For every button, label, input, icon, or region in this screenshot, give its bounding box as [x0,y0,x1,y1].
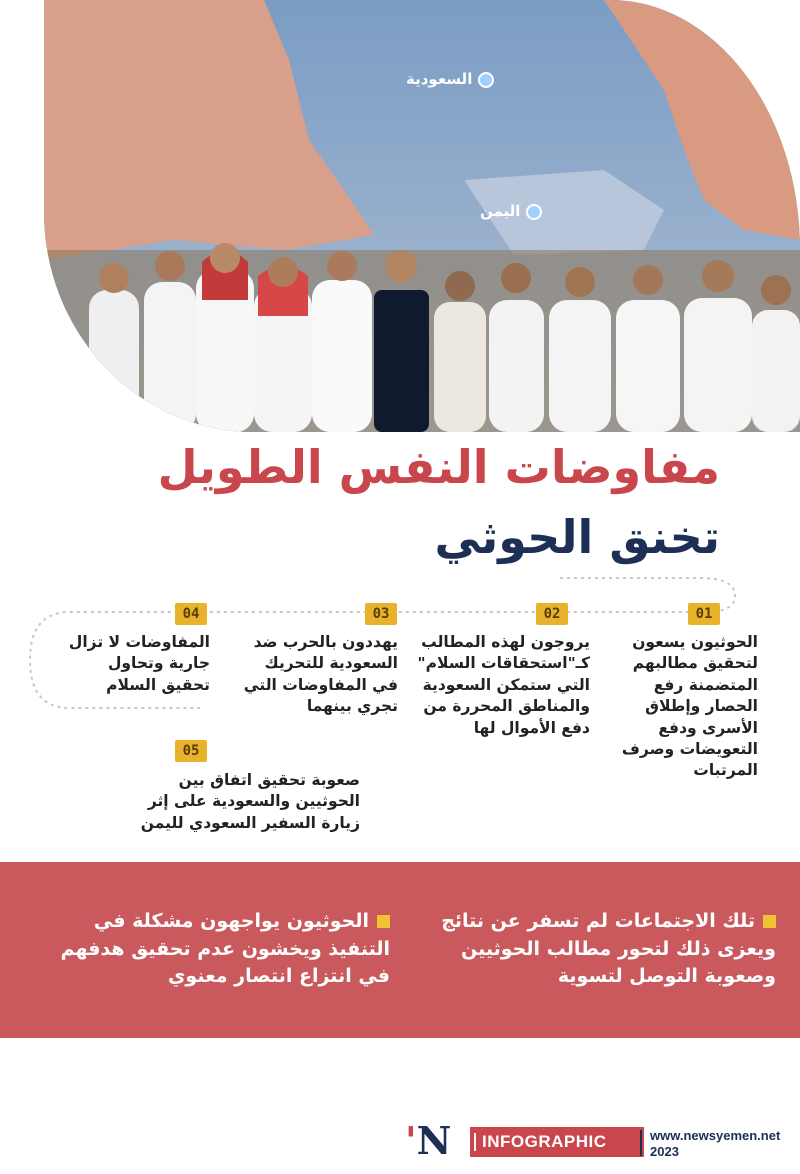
summary-left-text: الحوثيون يواجهون مشكلة في التنفيذ ويخشون عدم تحقيق هدفهم في انتزاع انتصار معنوي [60,910,390,988]
step-text-05: صعوبة تحقيق اتفاق بين الحوثيين والسعودية على إثر زيارة السفير السعودي لليمن [140,771,360,832]
map-dot-icon [526,204,542,220]
summary-right [430,908,776,991]
summary-left [50,908,390,991]
map-label-saudi [406,70,494,88]
map-label-yemen-text: اليمن [480,202,521,220]
step-text-02: يروجون لهذه المطالب كـ"استحقاقات السلام" التي ستمكن السعودية والمناطق المحررة من دفع الأموال لها [417,633,590,737]
step-text-01: الحوثيون يسعون لتحقيق مطالبهم المتضمنة رفع الحصار وإطلاق الأسرى ودفع التعويضات وصرف المرتبات [621,633,758,780]
newsyemen-logo [405,1118,451,1163]
page-title-line1: مفاوضات النفس الطويل [157,440,720,494]
step-badge-02: 02 [536,603,568,625]
footer-separator [640,1130,642,1156]
map-illustration [44,0,800,432]
year: 2023 [650,1144,679,1160]
map-label-yemen [480,202,542,220]
logo-mark-icon: ' [405,1118,417,1163]
bullet-square-icon [377,915,390,928]
page-title-line2: تخنق الحوثي [434,510,720,564]
hero-photo [44,0,800,432]
step-text-03: يهددون بالحرب ضد السعودية للتحريك في المفاوضات التي تجري بينهما [243,633,398,716]
infographic-label: INFOGRAPHIC [470,1127,644,1157]
step-text-04: المفاوضات لا تزال جارية وتحاول تحقيق السلام [68,633,210,694]
logo-letter: N [416,1118,452,1163]
step-badge-03: 03 [365,603,397,625]
map-dot-icon [478,72,494,88]
map-label-saudi-text: السعودية [406,70,473,88]
website-url: www.newsyemen.net [650,1128,781,1143]
summary-right-text: تلك الاجتماعات لم تسفر عن نتائج ويعزى ذلك لتحور مطالب الحوثيين وصعوبة التوصل لتسوية [441,910,776,988]
step-badge-05: 05 [175,740,207,762]
bullet-square-icon [763,915,776,928]
step-badge-04: 04 [175,603,207,625]
footer-site-info [650,1128,780,1161]
step-badge-01: 01 [688,603,720,625]
